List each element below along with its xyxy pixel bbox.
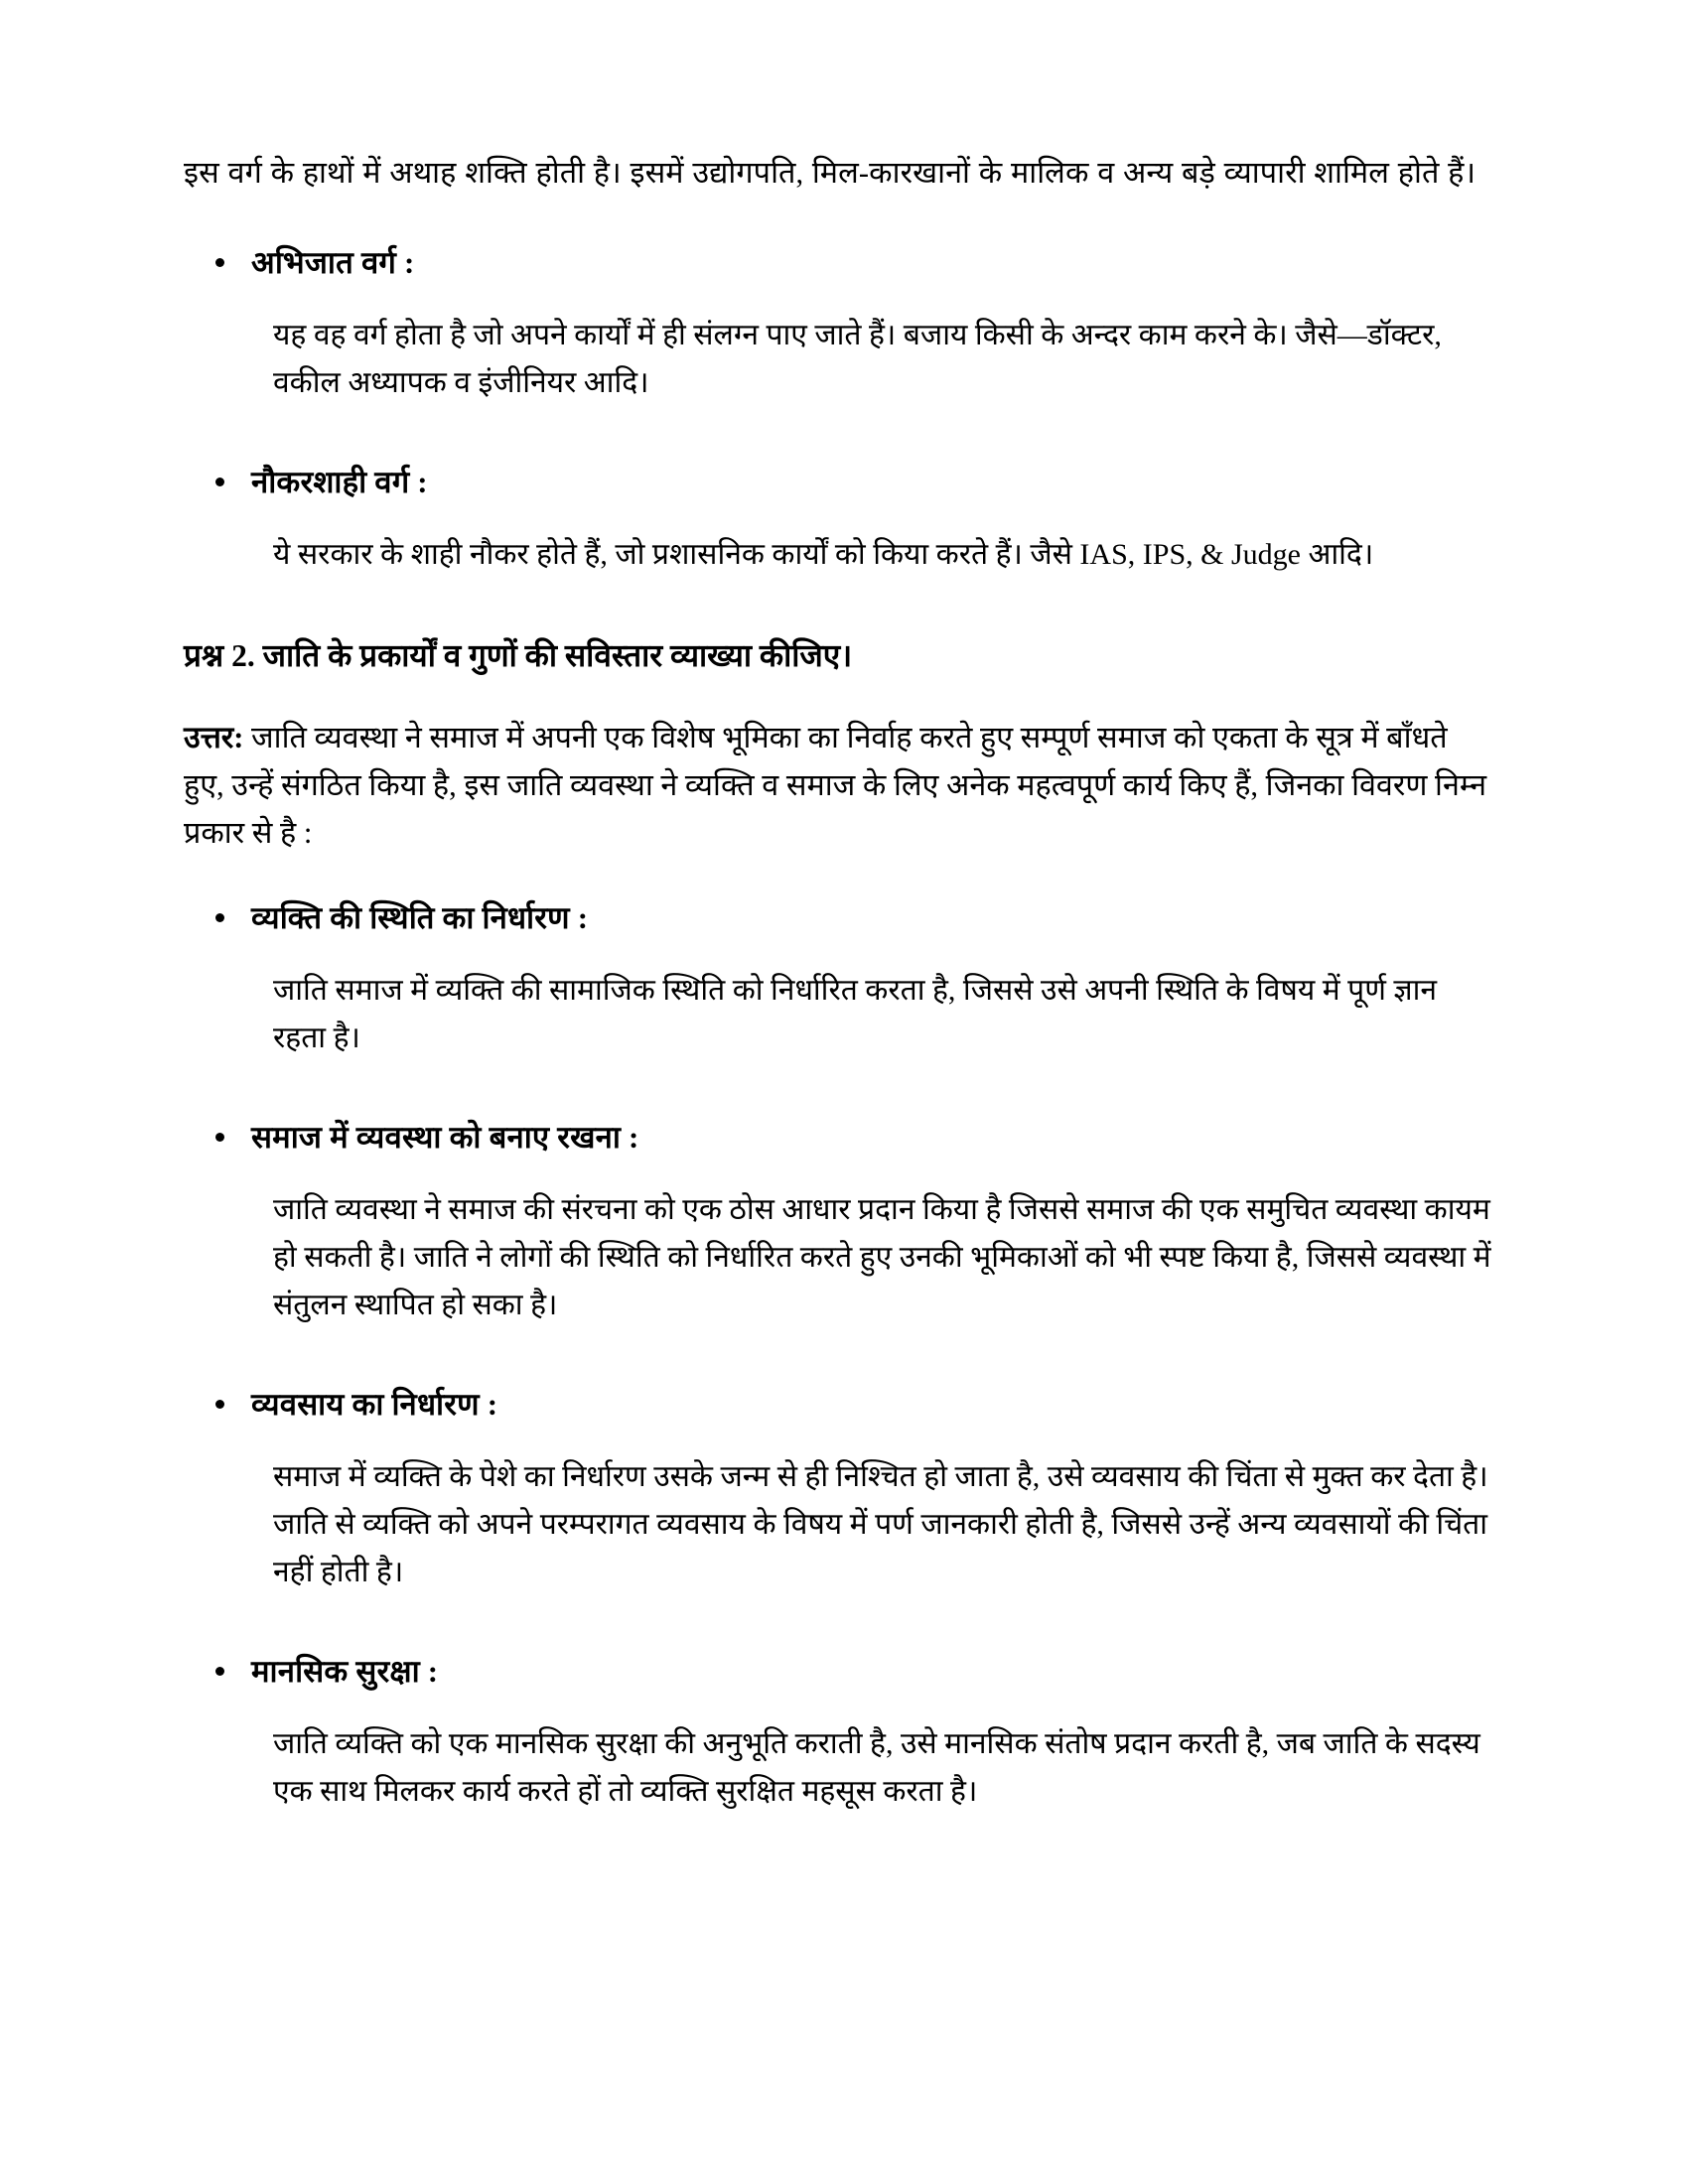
spacer [184, 423, 1494, 461]
spacer [184, 595, 1494, 632]
class-bullet-list [184, 241, 1494, 579]
bullet-body: समाज में व्यक्ति के पेशे का निर्धारण उसके जन्म से ही निश्चित हो जाता है, उसे व्यवसाय की चिंता से मुक्त कर देता है। जाति से व्यक्ति को अपने परम्परागत व्यवसाय के विषय में पर्ण जानकारी होती है, जिससे उन्हें अन्य व्यवसायों की चिंता नहीं होती है। [273, 1459, 1488, 1588]
bullet-body: जाति व्यक्ति को एक मानसिक सुरक्षा की अनुभूति कराती है, उसे मानसिक संतोष प्रदान करती है, जब जाति के सदस्य एक साथ मिलकर कार्य करते हों तो व्यक्ति सुरक्षित महसूस करता है। [273, 1726, 1480, 1808]
function-bullet-list [184, 896, 1494, 1816]
bullet-dot-icon [215, 478, 224, 486]
list-item [184, 1116, 1494, 1329]
bullet-dot-icon [215, 913, 224, 922]
bullet-title: व्यवसाय का निर्धारण : [251, 1386, 498, 1422]
bullet-body: ये सरकार के शाही नौकर होते हैं, जो प्रशासनिक कार्यों को किया करते हैं। जैसे IAS, IPS, & Judge आदि। [273, 538, 1374, 572]
spacer [184, 1612, 1494, 1650]
bullet-dot-icon [215, 1667, 224, 1676]
list-item [184, 1650, 1494, 1816]
bullet-dot-icon [215, 258, 224, 267]
bullet-title: अभिजात वर्ग : [251, 245, 415, 281]
bullet-title: मानसिक सुरक्षा : [251, 1653, 439, 1689]
list-item [184, 1383, 1494, 1596]
spacer [184, 1345, 1494, 1383]
question-heading: प्रश्न 2. जाति के प्रकार्यों व गुणों की सविस्तार व्याख्या कीजिए। [184, 638, 853, 674]
list-item [184, 896, 1494, 1062]
intro-paragraph: इस वर्ग के हाथों में अथाह शक्ति होती है। इसमें उद्योगपति, मिल-कारखानों के मालिक व अन्य बड़े व्यापारी शामिल होते हैं। [184, 156, 1477, 190]
bullet-title: व्यक्ति की स्थिति का निर्धारण : [251, 900, 589, 936]
list-item [184, 241, 1494, 407]
page-content [184, 149, 1494, 1832]
bullet-body: यह वह वर्ग होता है जो अपने कार्यों में ही संलग्न पाए जाते हैं। बजाय किसी के अन्दर काम करने के। जैसे—डॉक्टर, वकील अध्यापक व इंजीनियर आदि। [273, 319, 1442, 400]
bullet-title: नौकरशाही वर्ग : [251, 465, 428, 500]
spacer [184, 1078, 1494, 1116]
bullet-dot-icon [215, 1133, 224, 1142]
bullet-title: समाज में व्यवस्था को बनाए रखना : [251, 1120, 639, 1156]
answer-label: उत्तर: [184, 720, 244, 754]
bullet-dot-icon [215, 1400, 224, 1409]
list-item [184, 461, 1494, 579]
answer-text: जाति व्यवस्था ने समाज में अपनी एक विशेष भूमिका का निर्वाह करते हुए सम्पूर्ण समाज को एकता के सूत्र में बाँधते हुए, उन्हें संगठित किया है, इस जाति व्यवस्था ने व्यक्ति व समाज के लिए अनेक महत्वपूर्ण कार्य किए हैं, जिनका विवरण निम्न प्रकार से है : [184, 720, 1487, 850]
bullet-body: जाति व्यवस्था ने समाज की संरचना को एक ठोस आधार प्रदान किया है जिससे समाज की एक समुचित व्यवस्था कायम हो सकती है। जाति ने लोगों की स्थिति को निर्धारित करते हुए उनकी भूमिकाओं को भी स्पष्ट किया है, जिससे व्यवस्था में संतुलन स्थापित हो सका है। [273, 1192, 1491, 1321]
bullet-body: जाति समाज में व्यक्ति की सामाजिक स्थिति को निर्धारित करता है, जिससे उसे अपनी स्थिति के विषय में पूर्ण ज्ञान रहता है। [273, 974, 1438, 1055]
answer-paragraph [184, 714, 1494, 858]
